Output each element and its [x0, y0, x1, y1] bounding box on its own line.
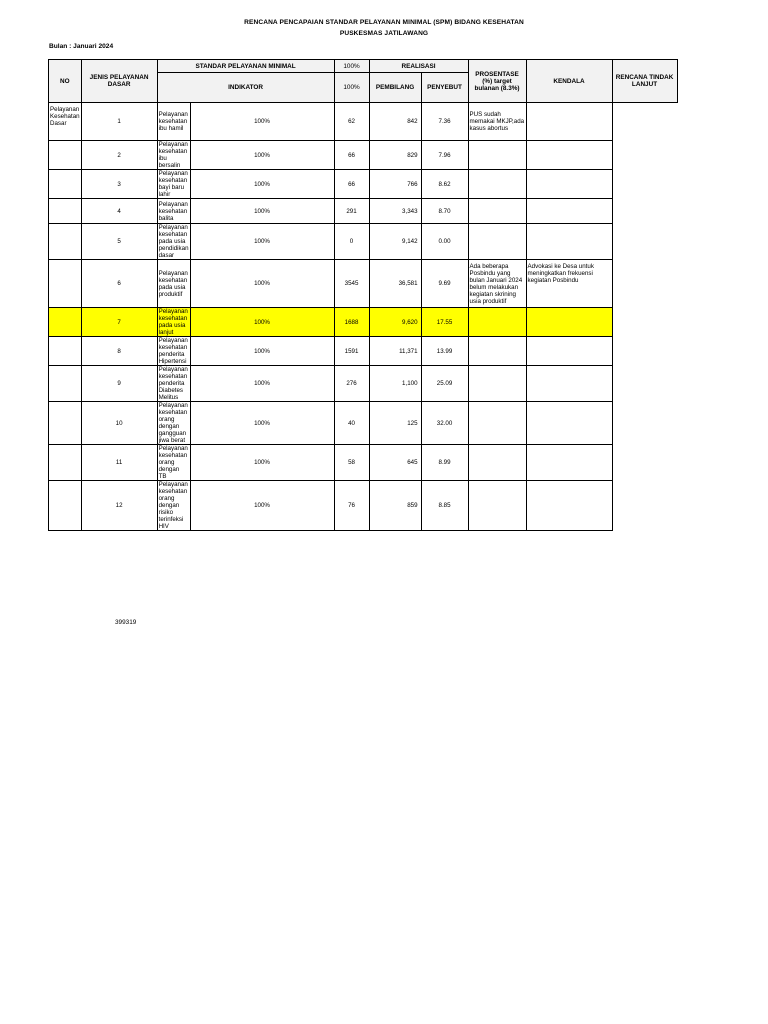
cell-no: 5: [81, 224, 157, 260]
cell-rencana: [526, 103, 612, 141]
cell-kendala: PUS sudah memakai MKJP,ada kasus abortus: [468, 103, 526, 141]
cell-no: 4: [81, 199, 157, 224]
cell-target: 100%: [190, 308, 334, 337]
cell-no: 6: [81, 260, 157, 308]
header-jenis-pelayanan: JENIS PELAYANAN DASAR: [81, 60, 157, 103]
cell-penyebut: 859: [369, 481, 421, 531]
table-row: [49, 224, 678, 260]
cell-kendala: [468, 445, 526, 481]
cell-pembilang: 66: [334, 170, 369, 199]
cell-prosentase: 0.00: [421, 224, 468, 260]
cell-pembilang: 58: [334, 445, 369, 481]
cell-indikator: Pelayanan kesehatan pada usia lanjut: [157, 308, 190, 337]
cell-prosentase: 13.99: [421, 337, 468, 366]
cell-rencana: [526, 402, 612, 445]
header-no: NO: [49, 60, 82, 103]
header-target-top: 100%: [334, 60, 369, 73]
cell-prosentase: 8.62: [421, 170, 468, 199]
cell-pembilang: 1688: [334, 308, 369, 337]
cell-penyebut: 1,100: [369, 366, 421, 402]
cell-penyebut: 9,142: [369, 224, 421, 260]
cell-jenis: [49, 337, 82, 366]
cell-target: 100%: [190, 103, 334, 141]
cell-indikator: Pelayanan kesehatan orang dengan gangguan jiwa berat: [157, 402, 190, 445]
cell-kendala: [468, 308, 526, 337]
period-label: Bulan : Januari 2024: [49, 43, 114, 50]
cell-prosentase: 7.96: [421, 141, 468, 170]
cell-no: 7: [81, 308, 157, 337]
cell-rencana: [526, 445, 612, 481]
cell-penyebut: 125: [369, 402, 421, 445]
cell-target: 100%: [190, 141, 334, 170]
spm-table: [48, 59, 678, 531]
cell-pembilang: 291: [334, 199, 369, 224]
cell-kendala: [468, 402, 526, 445]
cell-no: 9: [81, 366, 157, 402]
header-prosentase: PROSENTASE (%) target bulanan (8.3%): [468, 60, 526, 103]
cell-target: 100%: [190, 199, 334, 224]
table-row: [49, 170, 678, 199]
cell-prosentase: 8.99: [421, 445, 468, 481]
cell-pembilang: 66: [334, 141, 369, 170]
cell-indikator: Pelayanan kesehatan orang dengan TB: [157, 445, 190, 481]
cell-rencana: [526, 141, 612, 170]
cell-no: 1: [81, 103, 157, 141]
cell-indikator: Pelayanan kesehatan balita: [157, 199, 190, 224]
cell-no: 11: [81, 445, 157, 481]
cell-jenis: [49, 445, 82, 481]
cell-penyebut: 829: [369, 141, 421, 170]
header-pembilang: PEMBILANG: [369, 73, 421, 103]
cell-indikator: Pelayanan kesehatan penderita Hipertensi: [157, 337, 190, 366]
cell-indikator: Pelayanan kesehatan bayi baru lahir: [157, 170, 190, 199]
cell-jenis: [49, 402, 82, 445]
cell-pembilang: 0: [334, 224, 369, 260]
cell-penyebut: 645: [369, 445, 421, 481]
cell-target: 100%: [190, 402, 334, 445]
cell-no: 2: [81, 141, 157, 170]
cell-jenis: [49, 170, 82, 199]
cell-rencana: [526, 481, 612, 531]
cell-indikator: Pelayanan kesehatan orang dengan risiko terinfeksi HIV: [157, 481, 190, 531]
table-row: [49, 481, 678, 531]
cell-rencana: [526, 170, 612, 199]
cell-pembilang: 3545: [334, 260, 369, 308]
cell-penyebut: 11,371: [369, 337, 421, 366]
cell-rencana: [526, 308, 612, 337]
cell-jenis: [49, 141, 82, 170]
header-indikator: INDIKATOR: [157, 73, 334, 103]
cell-indikator: Pelayanan kesehatan pada usia produktif: [157, 260, 190, 308]
cell-rencana: [526, 337, 612, 366]
cell-rencana: [526, 224, 612, 260]
header-realisasi: REALISASI: [369, 60, 468, 73]
cell-penyebut: 36,581: [369, 260, 421, 308]
cell-no: 3: [81, 170, 157, 199]
cell-prosentase: 8.85: [421, 481, 468, 531]
cell-rencana: [526, 199, 612, 224]
cell-target: 100%: [190, 481, 334, 531]
cell-no: 10: [81, 402, 157, 445]
header-rencana: RENCANA TINDAK LANJUT: [612, 60, 677, 103]
header-penyebut: PENYEBUT: [421, 73, 468, 103]
cell-target: 100%: [190, 337, 334, 366]
cell-jenis: [49, 481, 82, 531]
cell-pembilang: 1591: [334, 337, 369, 366]
cell-prosentase: 17.55: [421, 308, 468, 337]
cell-jenis: [49, 199, 82, 224]
cell-kendala: [468, 481, 526, 531]
cell-jenis: [49, 308, 82, 337]
cell-indikator: Pelayanan kesehatan ibu bersalin: [157, 141, 190, 170]
cell-target: 100%: [190, 445, 334, 481]
table-row: [49, 260, 678, 308]
table-row: [49, 402, 678, 445]
cell-jenis: Pelayanan Kesehatan Dasar: [49, 103, 82, 141]
cell-penyebut: 9,620: [369, 308, 421, 337]
cell-pembilang: 40: [334, 402, 369, 445]
cell-target: 100%: [190, 260, 334, 308]
cell-no: 8: [81, 337, 157, 366]
cell-target: 100%: [190, 170, 334, 199]
cell-kendala: [468, 141, 526, 170]
table-row: [49, 366, 678, 402]
table-row-highlighted: [49, 308, 678, 337]
cell-kendala: [468, 366, 526, 402]
cell-pembilang: 76: [334, 481, 369, 531]
document-title: RENCANA PENCAPAIAN STANDAR PELAYANAN MINIMAL (SPM) BIDANG KESEHATAN: [244, 19, 524, 26]
cell-jenis: [49, 260, 82, 308]
cell-target: 100%: [190, 366, 334, 402]
cell-prosentase: 8.70: [421, 199, 468, 224]
cell-indikator: Pelayanan kesehatan pada usia pendidikan dasar: [158, 224, 189, 259]
cell-kendala: [468, 199, 526, 224]
cell-prosentase: 7.36: [421, 103, 468, 141]
cell-indikator: Pelayanan kesehatan ibu hamil: [157, 103, 190, 141]
footer-code: 399319: [115, 619, 137, 626]
cell-jenis: [49, 366, 82, 402]
cell-prosentase: 32.00: [421, 402, 468, 445]
document-subtitle: PUSKESMAS JATILAWANG: [339, 30, 429, 37]
cell-target: 100%: [190, 224, 334, 260]
cell-indikator: Pelayanan kesehatan penderita Diabetes Melitus: [157, 366, 190, 402]
cell-no: 12: [81, 481, 157, 531]
table-row: [49, 337, 678, 366]
cell-pembilang: 62: [334, 103, 369, 141]
cell-penyebut: 3,343: [369, 199, 421, 224]
cell-penyebut: 842: [369, 103, 421, 141]
cell-kendala: [468, 337, 526, 366]
table-row: [49, 141, 678, 170]
cell-rencana: [526, 366, 612, 402]
header-spm: STANDAR PELAYANAN MINIMAL: [157, 60, 334, 73]
cell-jenis: [49, 224, 82, 260]
table-row: [49, 445, 678, 481]
header-target: 100%: [334, 73, 369, 103]
cell-rencana: Advokasi ke Desa untuk meningkatkan frekuensi kegiatan Posbindu: [526, 260, 612, 308]
cell-kendala: [468, 224, 526, 260]
cell-kendala: Ada beberapa Posbindu yang bulan Januari 2024 belum melakukan kegiatan skrining usia produktif: [468, 260, 526, 308]
cell-prosentase: 9.69: [421, 260, 468, 308]
header-kendala: KENDALA: [526, 60, 612, 103]
cell-pembilang: 276: [334, 366, 369, 402]
cell-kendala: [468, 170, 526, 199]
table-row: [49, 199, 678, 224]
cell-penyebut: 766: [369, 170, 421, 199]
table-row: [49, 103, 678, 141]
cell-prosentase: 25.09: [421, 366, 468, 402]
